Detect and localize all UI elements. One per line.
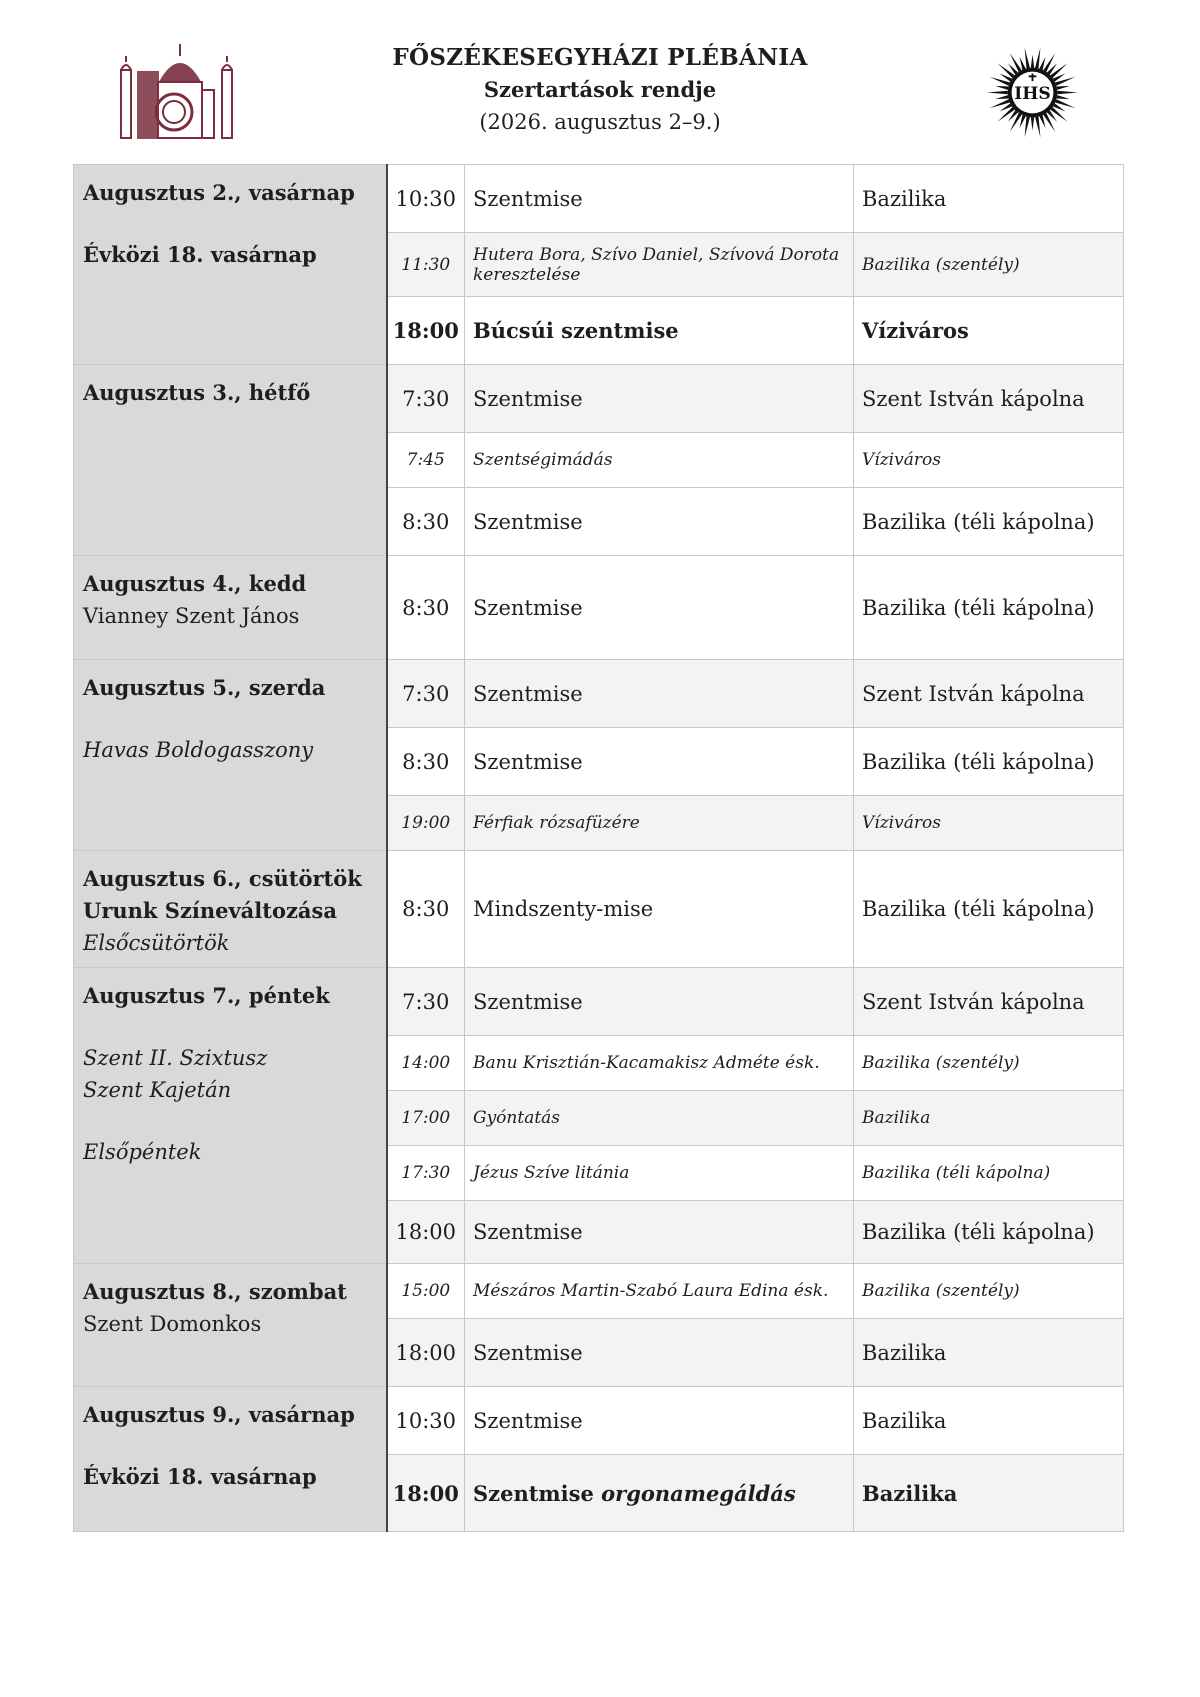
date-range: (2026. augusztus 2–9.) [479, 110, 721, 134]
event-time: 17:30 [387, 1146, 465, 1201]
day-cell [74, 660, 387, 851]
event-time: 7:45 [387, 433, 465, 488]
day-feast: Elsőcsütörtök [83, 931, 230, 955]
event-description [465, 1036, 854, 1091]
event-description [465, 556, 854, 660]
event-time: 10:30 [387, 165, 465, 233]
event-row [74, 851, 1124, 968]
day-feast: Urunk Színeváltozása [83, 898, 337, 923]
event-time: 10:30 [387, 1387, 465, 1455]
event-description [465, 1146, 854, 1201]
event-description-italic: orgonamegáldás [601, 1480, 796, 1506]
event-time: 14:00 [387, 1036, 465, 1091]
event-time: 18:00 [387, 1455, 465, 1532]
event-description [465, 1455, 854, 1532]
day-feast: Szent II. Szixtusz [83, 1046, 268, 1070]
day-cell [74, 556, 387, 660]
event-time: 7:30 [387, 660, 465, 728]
event-description [465, 728, 854, 796]
event-location: Víziváros [854, 433, 1124, 488]
event-time: 7:30 [387, 365, 465, 433]
event-location: Bazilika [854, 165, 1124, 233]
day-feast: Évközi 18. vasárnap [83, 242, 317, 267]
event-description-text: Jézus Szíve litánia [473, 1163, 630, 1183]
event-row [74, 968, 1124, 1036]
page-title: FŐSZÉKESEGYHÁZI PLÉBÁNIA [392, 44, 808, 71]
ihs-sun-emblem-icon [985, 45, 1080, 140]
event-description-text: Szentmise [473, 1340, 583, 1365]
day-feast: Vianney Szent János [83, 604, 300, 628]
event-location: Víziváros [854, 297, 1124, 365]
event-description [465, 1319, 854, 1387]
day-date: Augusztus 9., vasárnap [83, 1402, 355, 1427]
event-description-text: Banu Krisztián-Kacamakisz Adméte ésk. [473, 1053, 820, 1073]
day-feast: Évközi 18. vasárnap [83, 1464, 317, 1489]
day-date: Augusztus 5., szerda [83, 675, 326, 700]
event-description-text: Szentmise [473, 1408, 583, 1433]
page-subtitle: Szertartások rendje [483, 77, 717, 102]
event-location: Bazilika (szentély) [854, 1036, 1124, 1091]
event-description [465, 968, 854, 1036]
event-row [74, 1264, 1124, 1319]
day-cell [74, 365, 387, 556]
event-time: 8:30 [387, 556, 465, 660]
event-time: 7:30 [387, 968, 465, 1036]
event-time: 18:00 [387, 297, 465, 365]
event-description [465, 1264, 854, 1319]
cathedral-logo-icon [118, 42, 238, 142]
event-description-text: Mindszenty-mise [473, 897, 654, 921]
event-description [465, 1091, 854, 1146]
event-row [74, 556, 1124, 660]
event-time: 17:00 [387, 1091, 465, 1146]
event-time: 8:30 [387, 851, 465, 968]
event-location: Bazilika [854, 1455, 1124, 1532]
event-row [74, 1387, 1124, 1455]
event-time: 11:30 [387, 233, 465, 297]
day-cell [74, 851, 387, 968]
day-date: Augusztus 4., kedd [83, 571, 307, 596]
day-date: Augusztus 6., csütörtök [83, 866, 362, 891]
event-description [465, 165, 854, 233]
event-time: 8:30 [387, 488, 465, 556]
event-row [74, 165, 1124, 233]
event-description-text: Szentmise [473, 749, 583, 774]
event-description-text: Szentmise [473, 595, 583, 620]
event-description-text: Hutera Bora, Szívo Daniel, Szívová Dorota keresztelése [473, 244, 840, 285]
event-row [74, 660, 1124, 728]
day-date: Augusztus 3., hétfő [83, 380, 311, 405]
event-description-text: Szentmise [473, 989, 583, 1014]
event-location: Szent István kápolna [854, 968, 1124, 1036]
event-description [465, 1387, 854, 1455]
day-date: Augusztus 7., péntek [83, 983, 330, 1008]
event-location: Bazilika [854, 1319, 1124, 1387]
day-cell [74, 165, 387, 365]
day-feast: Elsőpéntek [83, 1140, 202, 1164]
event-description [465, 233, 854, 297]
event-description [465, 488, 854, 556]
event-description-text: Mészáros Martin-Szabó Laura Edina ésk. [473, 1281, 829, 1301]
event-location: Bazilika (szentély) [854, 233, 1124, 297]
page-header [0, 0, 1200, 160]
ihs-seal-text: IHS [1014, 84, 1051, 105]
day-feast: Havas Boldogasszony [83, 738, 314, 762]
event-location: Szent István kápolna [854, 660, 1124, 728]
event-location: Bazilika (téli kápolna) [854, 1201, 1124, 1264]
event-time: 15:00 [387, 1264, 465, 1319]
event-description-text: Szentmise [473, 509, 583, 534]
day-feast: Szent Domonkos [83, 1312, 262, 1336]
event-description-text: Szentmise [473, 681, 583, 706]
event-description [465, 433, 854, 488]
event-description [465, 796, 854, 851]
event-description-text: Szentmise [473, 186, 583, 211]
event-description-text: Búcsúi szentmise [473, 318, 679, 343]
day-cell [74, 1387, 387, 1532]
event-location: Bazilika (téli kápolna) [854, 488, 1124, 556]
event-description-text: Gyóntatás [473, 1108, 561, 1128]
day-feast: Szent Kajetán [83, 1078, 232, 1102]
event-time: 8:30 [387, 728, 465, 796]
event-description-text: Férfiak rózsafüzére [473, 813, 640, 833]
day-date: Augusztus 8., szombat [83, 1279, 347, 1304]
event-description [465, 297, 854, 365]
event-location: Bazilika (téli kápolna) [854, 728, 1124, 796]
event-location: Bazilika (téli kápolna) [854, 556, 1124, 660]
day-cell [74, 968, 387, 1264]
schedule-table [73, 164, 1124, 1532]
event-location: Bazilika (téli kápolna) [854, 1146, 1124, 1201]
event-description [465, 660, 854, 728]
event-description [465, 365, 854, 433]
event-time: 19:00 [387, 796, 465, 851]
event-location: Bazilika [854, 1387, 1124, 1455]
event-location: Bazilika (szentély) [854, 1264, 1124, 1319]
day-date: Augusztus 2., vasárnap [83, 180, 355, 205]
event-description [465, 851, 854, 968]
event-location: Víziváros [854, 796, 1124, 851]
event-location: Szent István kápolna [854, 365, 1124, 433]
event-time: 18:00 [387, 1201, 465, 1264]
event-description [465, 1201, 854, 1264]
event-description-text: Szentmise [473, 386, 583, 411]
event-time: 18:00 [387, 1319, 465, 1387]
event-row [74, 365, 1124, 433]
event-description-text: Szentségimádás [473, 450, 613, 470]
event-description-text: Szentmise [473, 1220, 583, 1244]
event-location: Bazilika [854, 1091, 1124, 1146]
event-description-text: Szentmise [473, 1480, 594, 1506]
event-location: Bazilika (téli kápolna) [854, 851, 1124, 968]
day-cell [74, 1264, 387, 1387]
title-block [300, 42, 900, 138]
